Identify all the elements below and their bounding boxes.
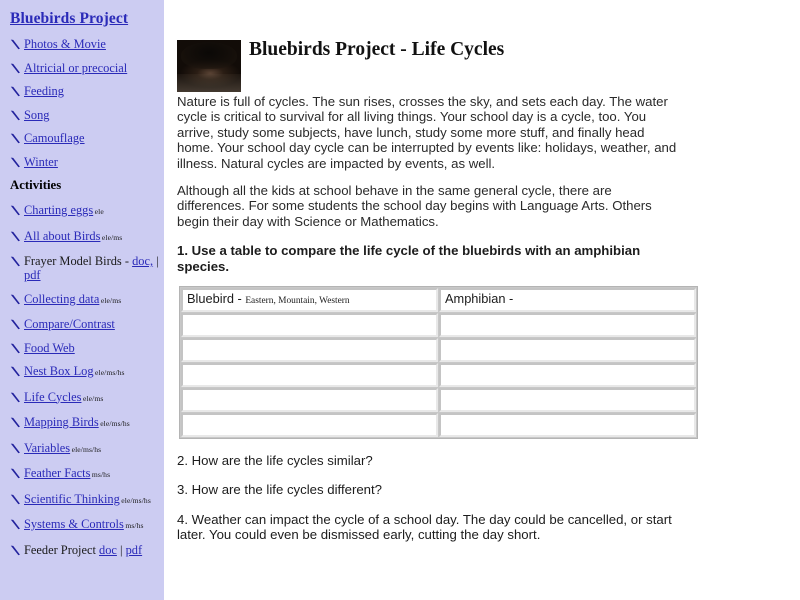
sidebar-item[interactable] (0, 364, 164, 380)
question-3: 3. How are the life cycles different? (177, 482, 382, 498)
sidebar-item-doc-link[interactable]: doc, (132, 254, 154, 268)
pen-nib-bullet-icon (10, 392, 21, 403)
table-header-title: Bluebird - (187, 291, 246, 307)
sidebar-activities-heading: Activities (10, 178, 62, 192)
pen-nib-bullet-icon (10, 294, 21, 305)
sidebar-item-grade-tag: ele/ms/hs (121, 495, 151, 505)
intro-paragraph-1: Nature is full of cycles. The sun rises, crosses the sky, and sets each day. The water cycle is critical to survival for all living things. Your school day is a cycle, too. You arrive, study some subjects, have lunch, study some more stuff, and finally head home. Your school day cycle can be interrupted by events like: holidays, weather, and illness. Natural cycles are impacted by events, as well. (177, 94, 677, 171)
sidebar-item-label[interactable]: Scientific Thinking (24, 491, 120, 506)
table-row (181, 363, 696, 387)
sidebar-item-label[interactable]: Camouflage (24, 131, 85, 145)
sidebar-primary-links (0, 37, 164, 169)
pen-nib-bullet-icon (10, 39, 21, 50)
sidebar-item-label[interactable]: Collecting data (24, 291, 100, 306)
table-header-title: Amphibian - (445, 291, 514, 307)
table-empty-cell[interactable] (181, 313, 438, 337)
sidebar-item[interactable] (0, 155, 164, 169)
sidebar-item-label[interactable]: Photos & Movie (24, 37, 106, 51)
sidebar-item-label[interactable]: Compare/Contrast (24, 317, 115, 331)
table-empty-cell[interactable] (439, 413, 696, 437)
sidebar-item[interactable] (0, 492, 164, 508)
table-empty-cell[interactable] (439, 313, 696, 337)
pen-nib-bullet-icon (10, 133, 21, 144)
table-row (181, 388, 696, 412)
sidebar-item[interactable] (0, 131, 164, 145)
page-header (177, 39, 778, 61)
sidebar-item[interactable] (0, 317, 164, 331)
sidebar-item-label[interactable]: Feather Facts (24, 466, 91, 480)
pen-nib-bullet-icon (10, 343, 21, 354)
sidebar-item-grade-tag: ele/ms/hs (71, 444, 102, 454)
pen-nib-bullet-icon (10, 366, 21, 377)
sidebar-item[interactable] (0, 466, 164, 482)
table-empty-cell[interactable] (181, 388, 438, 412)
intro-paragraph-2: Although all the kids at school behave in the same general cycle, there are differences. For some students the school day begins with Language Arts. Others begin their day with Science or Mathematics. (177, 183, 652, 229)
sidebar-item[interactable] (0, 341, 164, 355)
pen-nib-bullet-icon (10, 519, 21, 530)
table-row (181, 413, 696, 437)
sidebar-item-label[interactable]: Systems & Controls (24, 517, 124, 531)
sidebar-item-label: Frayer Model Birds - (24, 254, 133, 268)
pen-nib-bullet-icon (10, 63, 21, 74)
pen-nib-bullet-icon (10, 256, 21, 267)
sidebar-item-grade-tag: ms/hs (91, 470, 111, 479)
sidebar-item[interactable] (0, 61, 164, 75)
table-row (181, 338, 696, 362)
sidebar-title-link[interactable]: Bluebirds Project (10, 10, 129, 27)
pen-nib-bullet-icon (10, 205, 21, 216)
sidebar-item-separator: | (116, 542, 126, 557)
sidebar-item[interactable] (0, 415, 164, 431)
sidebar-item-grade-tag: ms/hs (125, 521, 144, 530)
sidebar-item-label[interactable]: Life Cycles (24, 389, 82, 404)
pen-nib-bullet-icon (10, 443, 21, 454)
question-4: 4. Weather can impact the cycle of a school day. The day could be cancelled, or start later. You could even be dismissed early, cutting the day short. (177, 511, 672, 543)
pen-nib-bullet-icon (10, 319, 21, 330)
pen-nib-bullet-icon (10, 417, 21, 428)
sidebar-item-pdf-link[interactable]: pdf (125, 542, 143, 557)
sidebar-item[interactable] (0, 517, 164, 533)
table-empty-cell[interactable] (439, 388, 696, 412)
sidebar-item-label[interactable]: Altricial or precocial (24, 60, 128, 75)
sidebar-item-label[interactable]: Nest Box Log (24, 364, 94, 378)
sidebar-item-grade-tag: ele/ms (101, 232, 123, 242)
sidebar-item-label[interactable]: Winter (24, 154, 58, 169)
table-empty-cell[interactable] (181, 413, 438, 437)
sidebar-item-grade-tag: ele/ms/hs (100, 419, 130, 428)
sidebar-item-grade-tag: ele (94, 207, 104, 216)
sidebar-item[interactable] (0, 292, 164, 308)
sidebar-item-pdf-link[interactable]: pdf (24, 268, 41, 282)
sidebar-item[interactable] (0, 229, 164, 245)
sidebar-item-label[interactable]: Mapping Birds (24, 415, 99, 429)
sidebar-item-label[interactable]: Charting eggs (24, 203, 94, 217)
table-empty-cell[interactable] (439, 363, 696, 387)
sidebar-item[interactable] (0, 203, 164, 219)
table-row (181, 313, 696, 337)
main-content (167, 0, 800, 600)
sidebar-item[interactable] (0, 37, 164, 51)
sidebar-item[interactable] (0, 390, 164, 406)
bluebird-nest-thumbnail-image (177, 40, 241, 92)
table-empty-cell[interactable] (181, 363, 438, 387)
sidebar-item[interactable] (0, 543, 164, 557)
pen-nib-bullet-icon (10, 545, 21, 556)
sidebar-item-grade-tag: ele/ms (82, 393, 104, 403)
pen-nib-bullet-icon (10, 157, 21, 168)
sidebar-item-grade-tag: ele/ms (100, 295, 122, 305)
table-header-row (181, 288, 696, 312)
page-title: Bluebirds Project - Life Cycles (249, 39, 505, 60)
table-header-subtitle: Eastern, Mountain, Western (245, 296, 350, 307)
table-header-cell (439, 288, 696, 312)
sidebar-item-label[interactable]: Variables (24, 440, 71, 455)
pen-nib-bullet-icon (10, 110, 21, 121)
table-empty-cell[interactable] (181, 338, 438, 362)
sidebar-item[interactable] (0, 108, 164, 122)
question-1: 1. Use a table to compare the life cycle of the bluebirds with an amphibian species. (177, 243, 641, 274)
comparison-table (179, 286, 698, 439)
pen-nib-bullet-icon (10, 86, 21, 97)
pen-nib-bullet-icon (10, 468, 21, 479)
sidebar-item-grade-tag: ele/ms/hs (95, 368, 125, 377)
sidebar (0, 0, 167, 600)
sidebar-item[interactable] (0, 84, 164, 98)
sidebar-activities-links (0, 203, 164, 557)
sidebar-item-label[interactable]: Song (24, 107, 50, 122)
sidebar-item-label[interactable]: All about Birds (24, 228, 101, 243)
sidebar-item[interactable] (0, 254, 164, 282)
pen-nib-bullet-icon (10, 494, 21, 505)
question-2: 2. How are the life cycles similar? (177, 453, 373, 469)
pen-nib-bullet-icon (10, 231, 21, 242)
sidebar-item-label[interactable]: Feeding (24, 84, 64, 98)
sidebar-item-label: Feeder Project (24, 542, 100, 557)
sidebar-item-separator: | (153, 254, 159, 268)
table-empty-cell[interactable] (439, 338, 696, 362)
sidebar-item-doc-link[interactable]: doc (99, 542, 117, 557)
sidebar-item[interactable] (0, 441, 164, 457)
sidebar-item-label[interactable]: Food Web (24, 340, 75, 355)
table-header-cell (181, 288, 438, 312)
